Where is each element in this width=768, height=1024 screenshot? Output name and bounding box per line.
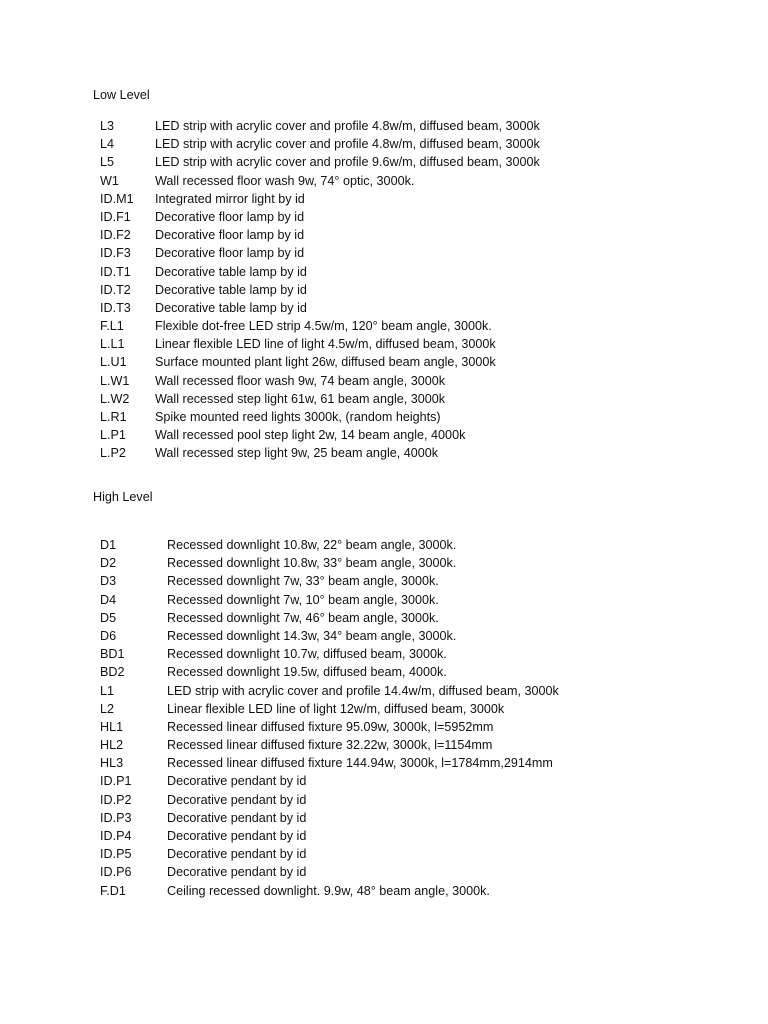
fixture-code: ID.F3 <box>100 246 131 261</box>
fixture-description: Decorative pendant by id <box>167 792 307 807</box>
fixture-description: Recessed downlight 7w, 10° beam angle, 3000k. <box>167 592 439 607</box>
fixture-code: L5 <box>100 155 115 170</box>
fixture-description: Integrated mirror light by id <box>155 191 305 206</box>
low-level-heading: Low Level <box>93 88 150 102</box>
fixture-code: L.L1 <box>100 337 125 352</box>
fixture-code: W1 <box>100 173 119 188</box>
fixture-description: Surface mounted plant light 26w, diffused beam angle, 3000k <box>155 355 496 370</box>
fixture-description: Decorative pendant by id <box>167 865 307 880</box>
fixture-description: Linear flexible LED line of light 4.5w/m, diffused beam, 3000k <box>155 337 496 352</box>
fixture-code: ID.T2 <box>100 282 131 297</box>
fixture-code: D6 <box>100 628 117 643</box>
fixture-description: LED strip with acrylic cover and profile 9.6w/m, diffused beam, 3000k <box>155 155 540 170</box>
fixture-description: Recessed linear diffused fixture 32.22w, 3000k, l=1154mm <box>167 738 493 753</box>
high-level-heading: High Level <box>93 490 153 504</box>
fixture-description: Recessed downlight 7w, 46° beam angle, 3000k. <box>167 610 439 625</box>
fixture-description: Decorative pendant by id <box>167 810 307 825</box>
fixture-code: BD1 <box>100 647 125 662</box>
fixture-code: ID.P1 <box>100 774 132 789</box>
fixture-description: Ceiling recessed downlight. 9.9w, 48° beam angle, 3000k. <box>167 883 490 898</box>
fixture-description: LED strip with acrylic cover and profile 4.8w/m, diffused beam, 3000k <box>155 137 540 152</box>
fixture-code: ID.F2 <box>100 228 131 243</box>
fixture-description: Recessed downlight 19.5w, diffused beam, 4000k. <box>167 665 447 680</box>
fixture-code: ID.P5 <box>100 847 132 862</box>
fixture-description: LED strip with acrylic cover and profile 14.4w/m, diffused beam, 3000k <box>167 683 559 698</box>
fixture-description: Linear flexible LED line of light 12w/m, diffused beam, 3000k <box>167 701 505 716</box>
fixture-description: Decorative pendant by id <box>167 774 307 789</box>
fixture-code: D4 <box>100 592 117 607</box>
fixture-code: BD2 <box>100 665 125 680</box>
fixture-code: L1 <box>100 683 115 698</box>
fixture-code: ID.T3 <box>100 300 131 315</box>
fixture-description: Recessed downlight 7w, 33° beam angle, 3000k. <box>167 574 439 589</box>
fixture-description: Decorative table lamp by id <box>155 282 307 297</box>
fixture-description: Wall recessed floor wash 9w, 74° optic, 3000k. <box>155 173 415 188</box>
fixture-code: L.W1 <box>100 373 130 388</box>
fixture-code: ID.T1 <box>100 264 131 279</box>
fixture-description: LED strip with acrylic cover and profile 4.8w/m, diffused beam, 3000k <box>155 119 540 133</box>
fixture-description: Wall recessed pool step light 2w, 14 beam angle, 4000k <box>155 428 466 443</box>
fixture-description: Decorative floor lamp by id <box>155 246 305 261</box>
fixture-code: L.W2 <box>100 391 130 406</box>
fixture-description: Recessed linear diffused fixture 95.09w, 3000k, l=5952mm <box>167 719 494 734</box>
fixture-description: Recessed downlight 10.8w, 33° beam angle, 3000k. <box>167 556 457 571</box>
fixture-description: Decorative table lamp by id <box>155 264 307 279</box>
fixture-code: L2 <box>100 701 115 716</box>
fixture-code: F.D1 <box>100 883 126 898</box>
fixture-code: ID.F1 <box>100 209 131 224</box>
fixture-description: Recessed downlight 10.7w, diffused beam, 3000k. <box>167 647 447 662</box>
fixture-description: Decorative pendant by id <box>167 847 307 862</box>
fixture-code: D3 <box>100 574 117 589</box>
fixture-code: L3 <box>100 119 115 133</box>
fixture-description: Decorative floor lamp by id <box>155 209 305 224</box>
fixture-code: L.P2 <box>100 446 126 461</box>
fixture-code: L4 <box>100 137 115 152</box>
fixture-description: Wall recessed step light 61w, 61 beam angle, 3000k <box>155 391 446 406</box>
fixture-description: Flexible dot-free LED strip 4.5w/m, 120° beam angle, 3000k. <box>155 319 492 334</box>
fixture-code: ID.P4 <box>100 829 132 843</box>
fixture-code: ID.M1 <box>100 191 134 206</box>
fixture-code: L.P1 <box>100 428 126 443</box>
fixture-description: Wall recessed step light 9w, 25 beam angle, 4000k <box>155 446 439 461</box>
fixture-description: Wall recessed floor wash 9w, 74 beam angle, 3000k <box>155 373 446 388</box>
fixture-code: L.U1 <box>100 355 127 370</box>
fixture-code: HL1 <box>100 719 124 734</box>
fixture-description: Spike mounted reed lights 3000k, (random heights) <box>155 410 441 424</box>
fixture-description: Decorative pendant by id <box>167 829 307 843</box>
fixture-description: Recessed linear diffused fixture 144.94w, 3000k, l=1784mm,2914mm <box>167 756 553 771</box>
fixture-code: ID.P6 <box>100 865 132 880</box>
fixture-description: Recessed downlight 14.3w, 34° beam angle, 3000k. <box>167 628 457 643</box>
fixture-description: Decorative table lamp by id <box>155 300 307 315</box>
fixture-code: D5 <box>100 610 117 625</box>
fixture-code: HL3 <box>100 756 124 771</box>
fixture-description: Decorative floor lamp by id <box>155 228 305 243</box>
fixture-code: D2 <box>100 556 117 571</box>
fixture-code: D1 <box>100 538 117 552</box>
fixture-code: HL2 <box>100 738 124 753</box>
fixture-code: ID.P3 <box>100 810 132 825</box>
fixture-code: ID.P2 <box>100 792 132 807</box>
fixture-code: F.L1 <box>100 319 124 334</box>
fixture-description: Recessed downlight 10.8w, 22° beam angle, 3000k. <box>167 538 457 552</box>
fixture-code: L.R1 <box>100 410 127 424</box>
